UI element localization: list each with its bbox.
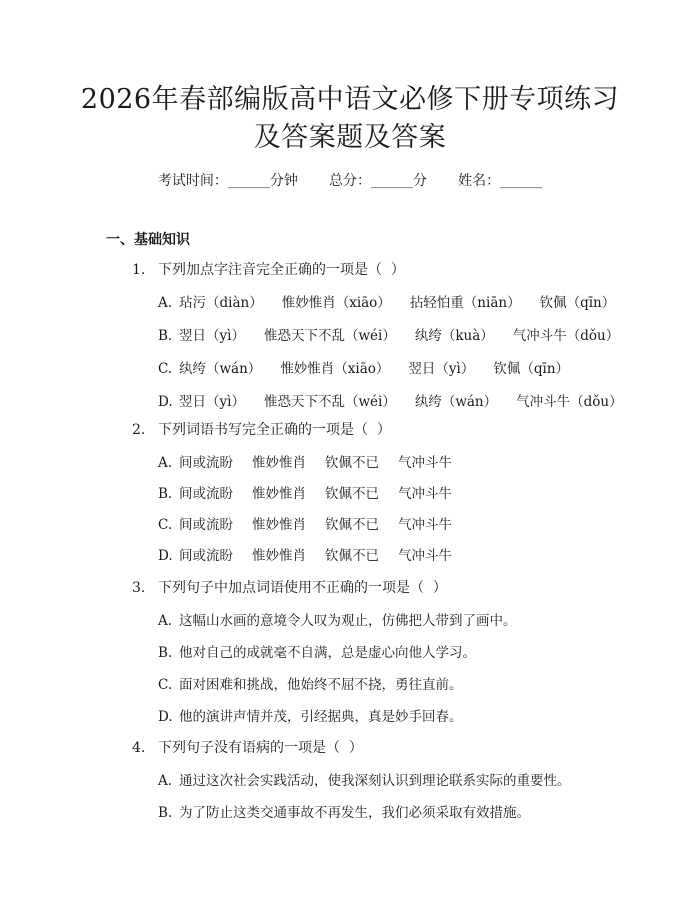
total-score-unit: 分	[413, 173, 427, 189]
question-text: 下列词语书写完全正确的一项是（ ）	[158, 422, 391, 438]
option-label: C.	[158, 517, 173, 533]
option-label: B.	[158, 328, 173, 344]
option-text: 间或流盼	[179, 486, 233, 502]
question-4-option-b	[158, 801, 549, 821]
option-text: 翌日（yì）	[179, 328, 245, 344]
question-1-option-b	[158, 324, 638, 344]
option-text: 惟妙惟肖（xiāo）	[280, 361, 390, 377]
question-1-option-d	[158, 390, 642, 410]
question-2-option-a	[158, 451, 471, 471]
option-text: 他对自己的成就毫不自满，总是虚心向他人学习。	[179, 645, 476, 661]
student-name-label: 姓名：	[458, 173, 501, 189]
question-text: 下列句子中加点词语使用不正确的一项是（ ）	[158, 580, 447, 596]
question-number: 4.	[132, 740, 146, 756]
question-1	[132, 259, 405, 279]
question-3-option-b	[158, 641, 495, 661]
question-3-option-a	[158, 609, 536, 629]
page-title-line-1: 2026年春部编版高中语文必修下册专项练习	[80, 84, 620, 115]
question-4	[132, 737, 363, 757]
option-text: 玷污（diàn）	[179, 295, 263, 311]
option-text: 纨绔（wán）	[179, 361, 262, 377]
option-text: 惟妙惟肖	[252, 486, 306, 502]
option-label: D.	[158, 548, 173, 564]
option-text: 钦佩（qīn）	[539, 295, 616, 311]
exam-time-unit: 分钟	[269, 173, 298, 189]
option-text: 纨绔（wán）	[414, 394, 498, 410]
option-text: 气冲斗牛（dǒu）	[512, 328, 620, 344]
option-label: C.	[158, 677, 173, 693]
section-title: 一、基础知识	[106, 232, 190, 248]
option-text: 翌日（yì）	[408, 361, 475, 377]
option-label: D.	[158, 394, 173, 410]
option-label: A.	[158, 773, 173, 789]
option-label: B.	[158, 645, 173, 661]
option-text: 惟妙惟肖（xiāo）	[281, 295, 391, 311]
option-text: 他的演讲声情并茂，引经据典，真是妙手回春。	[179, 709, 463, 725]
option-text: 钦佩不已	[325, 455, 379, 471]
question-1-option-c	[158, 357, 588, 377]
option-text: 惟恐天下不乱（wéi）	[263, 394, 396, 410]
option-text: 这幅山水画的意境令人叹为观止，仿佛把人带到了画中。	[179, 613, 517, 629]
option-text: 惟恐天下不乱（wéi）	[263, 328, 396, 344]
option-label: B.	[158, 805, 173, 821]
option-text: 钦佩不已	[325, 548, 379, 564]
question-3-option-d	[158, 705, 482, 725]
question-2	[132, 419, 391, 439]
page-title-line-2: 及答案题及答案	[253, 122, 447, 153]
question-number: 2.	[132, 422, 146, 438]
question-text: 下列加点字注音完全正确的一项是（ ）	[158, 262, 405, 278]
option-text: 惟妙惟肖	[252, 517, 306, 533]
option-label: B.	[158, 486, 173, 502]
question-number: 3.	[132, 580, 146, 596]
option-text: 面对困难和挑战，他始终不屈不挠，勇往直前。	[179, 677, 463, 693]
exam-time-label: 考试时间：	[157, 173, 228, 189]
option-label: C.	[158, 361, 173, 377]
option-text: 间或流盼	[179, 455, 233, 471]
option-text: 拈轻怕重（niān）	[409, 295, 521, 311]
option-text: 气冲斗牛	[398, 455, 452, 471]
option-text: 翌日（yì）	[179, 394, 245, 410]
option-text: 通过这次社会实践活动，使我深刻认识到理论联系实际的重要性。	[179, 773, 571, 789]
question-2-option-b	[158, 482, 471, 502]
question-1-option-a	[158, 291, 634, 311]
option-text: 间或流盼	[179, 517, 233, 533]
question-text: 下列句子没有语病的一项是（ ）	[158, 740, 363, 756]
total-score-blank: ______	[371, 173, 413, 189]
student-name-blank: ______	[500, 173, 543, 189]
exam-time-blank: ______	[227, 173, 270, 189]
option-label: A.	[158, 613, 173, 629]
option-text: 惟妙惟肖	[252, 548, 306, 564]
option-text: 钦佩不已	[325, 486, 379, 502]
exam-info	[0, 170, 700, 190]
option-text: 为了防止这类交通事故不再发生，我们必须采取有效措施。	[179, 805, 530, 821]
option-text: 间或流盼	[179, 548, 233, 564]
option-text: 惟妙惟肖	[252, 455, 306, 471]
question-3	[132, 577, 447, 597]
total-score-label: 总分：	[329, 173, 371, 189]
option-text: 钦佩（qīn）	[493, 361, 570, 377]
option-text: 气冲斗牛	[398, 548, 452, 564]
option-label: D.	[158, 709, 173, 725]
question-3-option-c	[158, 673, 482, 693]
question-number: 1.	[132, 262, 146, 278]
option-text: 气冲斗牛	[398, 486, 452, 502]
question-2-option-c	[158, 513, 471, 533]
option-text: 气冲斗牛	[398, 517, 452, 533]
option-label: A.	[158, 455, 173, 471]
option-label: A.	[158, 295, 173, 311]
option-text: 纨绔（kuà）	[414, 328, 494, 344]
option-text: 气冲斗牛（dǒu）	[516, 394, 623, 410]
question-4-option-a	[158, 769, 590, 789]
question-2-option-d	[158, 544, 471, 564]
option-text: 钦佩不已	[325, 517, 379, 533]
